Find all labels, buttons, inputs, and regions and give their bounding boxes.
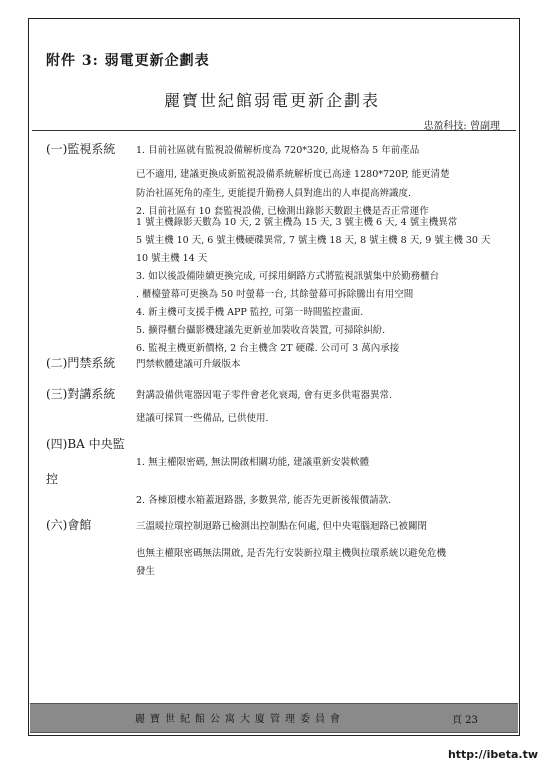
attachment-heading: 附件 3: 弱電更新企劃表 — [46, 53, 210, 69]
section-line: 對講設備供電器因電子零件會老化衰竭, 會有更多供電器異常. — [136, 390, 393, 401]
section-line: 也無主權限密碼無法開啟, 是否先行安裝新拉環主機與拉環系統以避免危機 — [136, 548, 447, 559]
section-line: 已不適用, 建議更換成新監視設備系統解析度已高達 1280*720P, 能更清楚 — [136, 169, 450, 180]
footer-page-number: 頁 23 — [452, 715, 478, 726]
section-line: 1. 無主權限密碼, 無法開啟相關功能, 建議重新安裝軟體 — [136, 457, 370, 468]
section-line: 防治社區死角的產生, 更能提升勤務人員對進出的人車提高辨識度. — [136, 188, 412, 199]
header-rule — [32, 130, 516, 131]
section-line: 3. 如以後設備陸續更換完成, 可採用網路方式將監視訊號集中於勤務櫃台 — [136, 271, 440, 282]
section-line: 1. 目前社區就有監視設備解析度為 720*320, 此規格為 5 年前產品 — [136, 145, 420, 156]
section-line: 建議可採買一些備品, 已供使用. — [136, 413, 269, 424]
section-line: 1 號主機錄影天數為 10 天, 2 號主機為 15 天, 3 號主機 6 天, 4 號主機異常 — [136, 217, 458, 228]
document-title: 麗寶世紀館弱電更新企劃表 — [163, 91, 380, 110]
section-heading-intercom: (三)對講系統 — [46, 387, 116, 401]
section-line: 發生 — [136, 566, 156, 577]
section-line: 6. 監視主機更新價格, 2 台主機含 2T 硬碟. 公司可 3 萬內承接 — [136, 343, 400, 354]
watermark-url: http://ibeta.tw — [447, 748, 538, 761]
section-line: . 櫃檯螢幕可更換為 50 吋螢幕一台, 其餘螢幕可拆除騰出有用空間 — [136, 289, 414, 300]
section-line: 三溫暖拉環控制迴路已檢測出控制點在何處, 但中央電腦迴路已被關閉 — [136, 521, 428, 532]
section-line: 5 號主機 10 天, 6 號主機硬碟異常, 7 號主機 18 天, 8 號主機 8 天, 9 號主機 30 天 — [136, 235, 491, 246]
section-heading-access-control: (二)門禁系統 — [46, 356, 116, 370]
section-line: 10 號主機 14 天 — [136, 253, 208, 264]
section-heading-ba-central-cont: 控 — [46, 472, 59, 486]
section-line: 4. 新主機可支援手機 APP 監控, 可第一時間監控畫面. — [136, 307, 364, 318]
section-heading-ba-central: (四)BA 中央監 — [46, 437, 125, 451]
section-line: 門禁軟體建議可升級版本 — [136, 359, 241, 370]
author-line: 忠盈科技: 曾副理 — [423, 121, 500, 132]
footer-committee: 麗寶世紀館公寓大廈管理委員會 — [135, 714, 345, 725]
section-line: 2. 各棟頂樓水箱蓋迴路器, 多數異常, 能否先更新後報價請款. — [136, 495, 392, 506]
section-line: 2. 目前社區有 10 套監視設備, 已檢測出錄影天數跟主機是否正常運作 — [136, 206, 429, 217]
section-line: 5. 擴得櫃台攝影機建議先更新並加裝收音裝置, 可掃除糾紛. — [136, 325, 386, 336]
section-heading-clubhouse: (六)會館 — [46, 518, 92, 532]
section-heading-surveillance: (一)監視系統 — [46, 142, 116, 156]
